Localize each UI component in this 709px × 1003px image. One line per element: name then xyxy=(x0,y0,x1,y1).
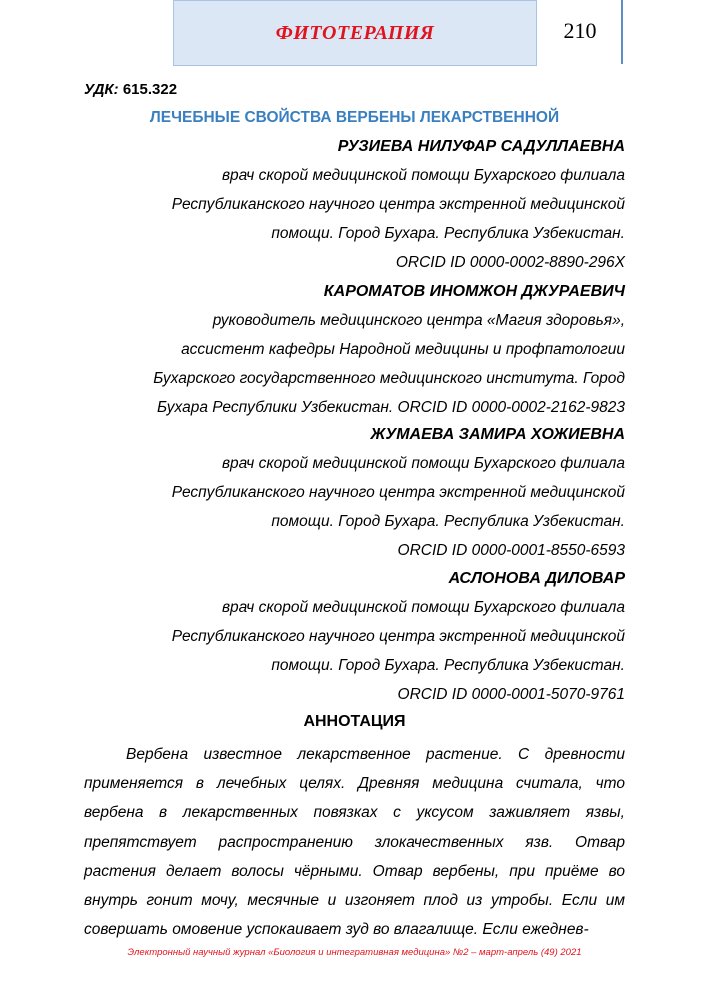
author-name: ЖУМАЕВА ЗАМИРА ХОЖИЕВНА xyxy=(370,426,625,443)
author-affiliation-line: врач скорой медицинской помощи Бухарского филиала xyxy=(221,599,625,616)
author-affiliation-line: Бухара Республики Узбекистан. ORCID ID 0000-0002-2162-9823 xyxy=(157,399,625,416)
udk-label: УДК: xyxy=(84,81,119,98)
annotation-paragraph: Вербена известное лекарственное растение. С древности применяется в лечебных целях. Древняя медицина считала, что вербена в лекарственных повязках с уксусом заживляет язвы, препятствует распространению злокачественных язв. Отвар растения делает волосы чёрными. Отвар вербены, при приёме во внутрь гонит мочу, месячные и изгоняет плод из утробы. Если им совершать омовение успокаивает зуд во влагалище. Если ежеднев- xyxy=(84,746,625,939)
author-affiliation-line: Республиканского научного центра экстренной медицинской xyxy=(171,484,625,501)
author-orcid: ORCID ID 0000-0001-8550-6593 xyxy=(397,542,625,559)
author-affiliation-line: Бухарского государственного медицинского института. Город xyxy=(153,370,625,387)
header-divider xyxy=(621,0,623,64)
journal-section-banner xyxy=(173,0,537,66)
author-name: КАРОМАТОВ ИНОМЖОН ДЖУРАЕВИЧ xyxy=(323,283,625,300)
annotation-heading: АННОТАЦИЯ xyxy=(303,713,406,730)
journal-footer: Электронный научный журнал «Биология и интегративная медицина» №2 – март-апрель (49) 2021 xyxy=(127,947,582,958)
page-number: 210 xyxy=(563,18,597,43)
udk-line xyxy=(84,81,177,98)
author-affiliation-line: врач скорой медицинской помощи Бухарского филиала xyxy=(221,167,625,184)
author-affiliation-line: помощи. Город Бухара. Республика Узбекистан. xyxy=(271,657,625,674)
author-affiliation-line: Республиканского научного центра экстренной медицинской xyxy=(171,196,625,213)
author-affiliation-line: Республиканского научного центра экстренной медицинской xyxy=(171,628,625,645)
journal-section-title: ФИТОТЕРАПИЯ xyxy=(275,21,435,44)
author-affiliation-line: руководитель медицинского центра «Магия здоровья», xyxy=(212,312,625,329)
author-orcid: ORCID ID 0000-0001-5070-9761 xyxy=(397,686,625,703)
udk-value: 615.322 xyxy=(122,81,178,98)
author-name: АСЛОНОВА ДИЛОВАР xyxy=(448,570,625,587)
author-name: РУЗИЕВА НИЛУФАР САДУЛЛАЕВНА xyxy=(337,138,625,155)
article-title: ЛЕЧЕБНЫЕ СВОЙСТВА ВЕРБЕНЫ ЛЕКАРСТВЕННОЙ xyxy=(149,109,560,126)
author-affiliation-line: ассистент кафедры Народной медицины и профпатологии xyxy=(181,341,625,358)
author-affiliation-line: врач скорой медицинской помощи Бухарского филиала xyxy=(221,455,625,472)
author-affiliation-line: помощи. Город Бухара. Республика Узбекистан. xyxy=(271,225,625,242)
author-affiliation-line: помощи. Город Бухара. Республика Узбекистан. xyxy=(271,513,625,530)
author-orcid: ORCID ID 0000-0002-8890-296X xyxy=(395,254,625,271)
